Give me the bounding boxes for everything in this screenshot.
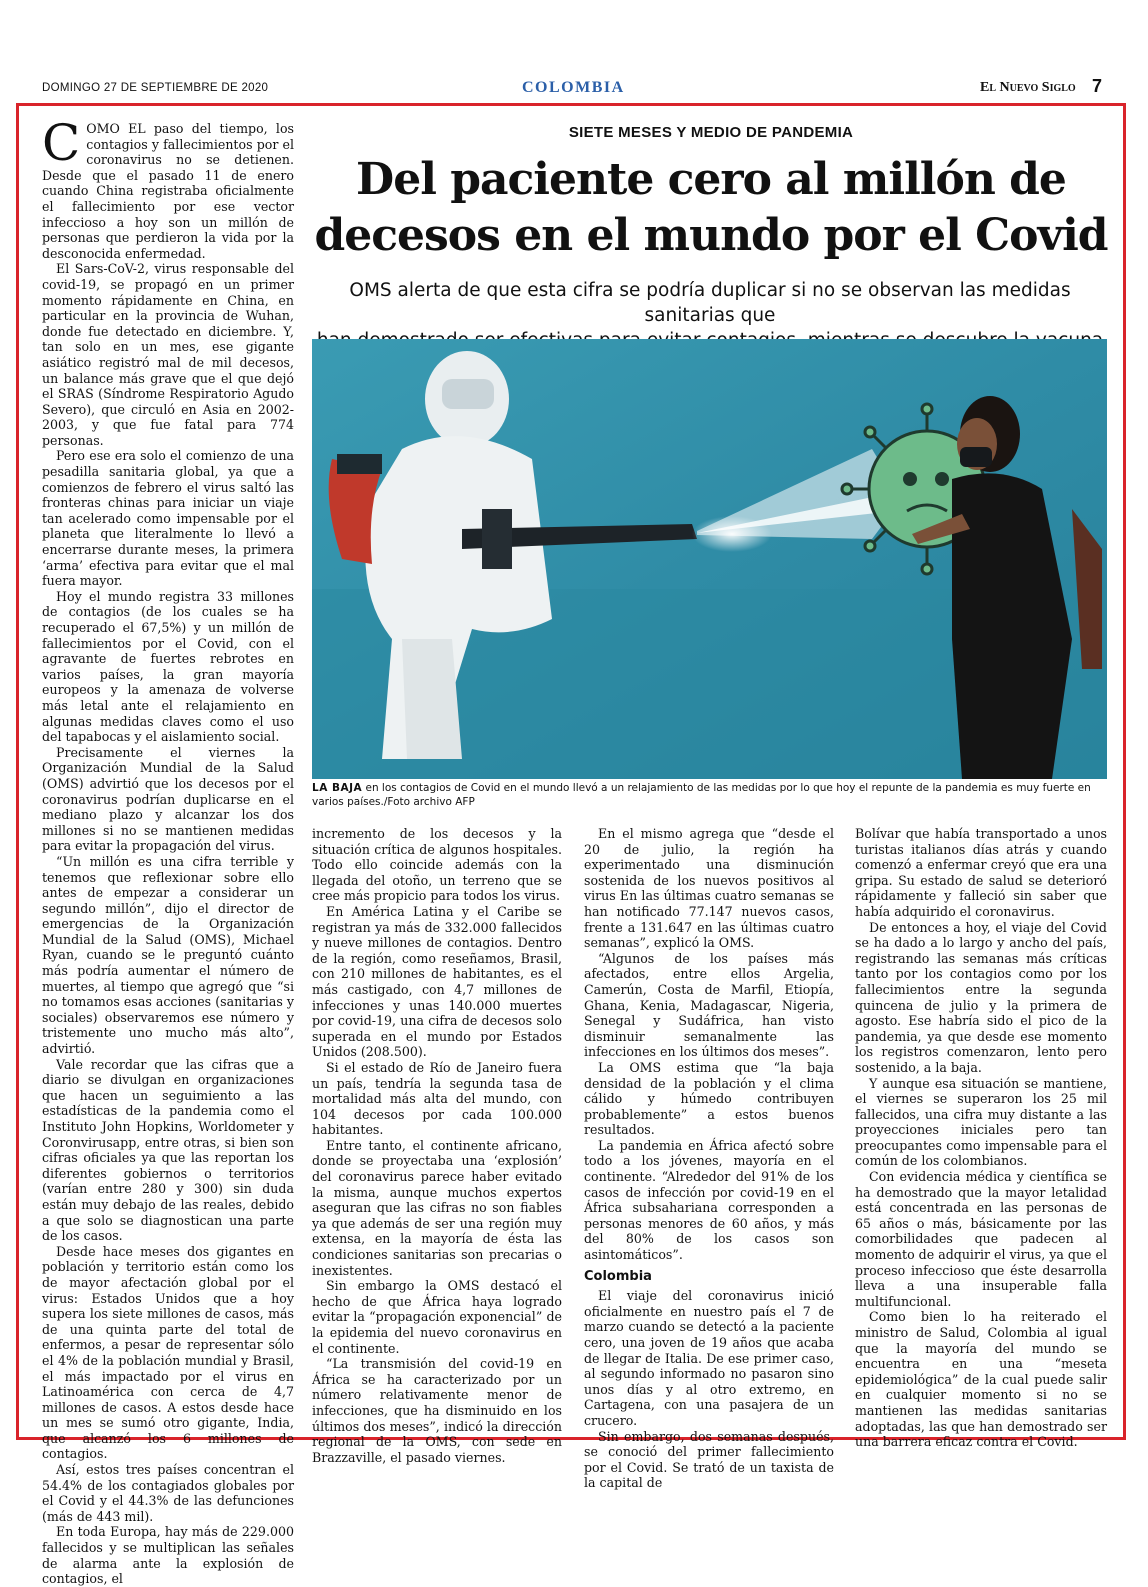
paragraph: Bolívar que había transportado a unos turistas italianos días atrás y cuando comenzó a enfermar creyó que era una gripa. Su estado de salud se deterioró rápidamente y falleció sin saber que había adquirido el coronavirus. [855,826,1107,919]
paragraph: En América Latina y el Caribe se registran ya más de 332.000 fallecidos y nueve millones de contagios. Dentro de la región, como reseñamos, Brasil, con 210 millones de habitantes, es el más castigado, con 4,7 millones de infecciones y unas 140.000 muertes por covid-19, una cifra de decesos solo superada en el mundo por Estados Unidos (208.500). [312,903,562,1060]
paragraph: El viaje del coronavirus inició oficialmente en nuestro país el 7 de marzo cuando se detectó a la paciente cero, una joven de 19 años que acaba de llegar de Italia. De ese primer caso, al segundo informado no pasaron sino unos días y al otro extremo, en Cartagena, con una pasajera de un crucero. [584,1288,834,1428]
paragraph: Precisamente el viernes la Organización Mundial de la Salud (OMS) advirtió que los decesos por el coronavirus podrían duplicarse en el mediano plazo y alcanzar los dos millones si no se mantienen medidas para evitar la propagación del virus. [42,744,294,854]
paragraph: La pandemia en África afectó sobre todo a los jóvenes, mayoría en el continente. “Alrededor del 91% de los casos de infección por covid-19 en el África subsahariana corresponden a personas menores de 60 años, y más del 80% de los casos son asintomáticos”. [584,1137,834,1263]
paragraph: Si el estado de Río de Janeiro fuera un país, tendría la segunda tasa de mortalidad más alta del mundo, con 104 decesos por cada 100.000 habitantes. [312,1059,562,1138]
paragraph: Y aunque esa situación se mantiene, el viernes se superaron los 25 mil fallecidos, una cifra muy distante a las proyecciones iniciales pero tan preocupantes como impensable para el común de los colombianos. [855,1075,1107,1169]
headline-line-2: decesos en el mundo por el Covid [314,210,1108,261]
paragraph: Sin embargo, dos semanas después, se conoció del primer fallecimiento por el Covid. Se trató de un taxista de la capital de [584,1428,834,1491]
paragraph: Desde hace meses dos gigantes en población y territorio están como los de mayor afectación global por el virus: Estados Unidos que a hoy supera los siete millones de casos, más de una quinta parte del total de enfermos, a pesar de representar sólo el 4% de la población mundial y Brasil, el más impactado por el virus en Latinoamérica con cerca de 4,7 millones de casos. A estos desde hace un mes se sumó otro gigante, India, que alcanzó los 6 millones de contagios. [42,1243,294,1462]
paragraph: Vale recordar que las cifras que a diario se divulgan en organizaciones que hacen un seguimiento a las estadísticas de la pandemia como el Instituto John Hopkins, Worldometer y Coronvirusapp, entre otras, si bien son cifras oficiales ya que las reportan los diferentes gobiernos o territorios (varían entre 280 y 300) sin duda están muy debajo de las reales, debido a que solo se diagnostican una parte de los casos. [42,1056,294,1244]
paragraph: Con evidencia médica y científica se ha demostrado que la mayor letalidad está concentrada en las personas de 65 años o más, básicamente por las comorbilidades que padecen al momento de adquirir el virus, ya que el proceso infeccioso que éste desarrolla lleva a una insuperable falla multifuncional. [855,1169,1107,1309]
paragraph: En el mismo agrega que “desde el 20 de julio, la región ha experimentado una disminución sostenida de los nuevos positivos al virus En las últimas cuatro semanas se han notificado 77.147 nuevos casos, frente a 131.647 en las últimas cuatro semanas”, explicó la OMS. [584,826,834,951]
paragraph: Pero ese era solo el comienzo de una pesadilla sanitaria global, ya que a comienzos de febrero el virus saltó las fronteras chinas para iniciar un viaje tan acelerado como impensable por el planeta que literalmente lo llevó a encerrarse durante meses, la primera ‘arma’ efectiva para evitar que el mal fuera mayor. [42,448,294,589]
paragraph: En toda Europa, hay más de 229.000 fallecidos y se multiplican las señales de alarma ante la explosión de contagios, el [42,1524,294,1587]
masthead [42,78,1108,100]
paragraph: incremento de los decesos y la situación crítica de algunos hospitales. Todo ello coincide además con la llegada del otoño, un terreno que se cree más propicio para todos los virus. [312,826,562,904]
article-column-4 [855,826,1107,1450]
paragraph: COMO EL paso del tiempo, los contagios y fallecimientos por el coronavirus no se detienen. Desde que el pasado 11 de enero cuando China registraba oficialmente el fallecimiento por ese vector infeccioso a hoy son un millón de personas que perdieron la vida por la desconocida enfermedad. [42,114,294,261]
headline-line-1: Del paciente cero al millón de [356,154,1066,205]
section-subheading: Colombia [584,1268,652,1284]
section-name[interactable]: COLOMBIA [522,79,625,96]
caption-text: en los contagios de Covid en el mundo llevó a un relajamiento de las medidas por lo que hoy el repunte de la pandemia es muy fuerte en varios países./Foto archivo AFP [312,782,1091,808]
paragraph: “Un millón es una cifra terrible y tenemos que reflexionar sobre ello antes de empezar a considerar un segundo millón”, dijo el director de emergencias de la Organización Mundial de la Salud (OMS), Michael Ryan, cuando se le preguntó cuánto más podría aumentar el número de muertes, al tiempo que agregó que “si no tomamos esas acciones (sanitarias y sociales) observaremos ese número y tristemente uno mucho más alto”, advirtió. [42,853,294,1057]
subhead-line-1: OMS alerta de que esta cifra se podría duplicar si no se observan las medidas sanitarias que [349,280,1071,326]
paragraph: Sin embargo la OMS destacó el hecho de que África haya logrado evitar la “propagación exponencial” de la epidemia del nuevo coronavirus en el continente. [312,1278,562,1356]
drop-cap: C [42,114,81,172]
paragraph: Como bien lo ha reiterado el ministro de Salud, Colombia al igual que la mayoría del mundo se encuentra en una “meseta epidemiológica” de la cual puede salir en cualquier momento si no se mantienen las medidas sanitarias adoptadas, las que han demostrado ser una barrera eficaz contra el Covid. [855,1309,1107,1450]
paragraph: La OMS estima que “la baja densidad de la población y el clima cálido y húmedo contribuyen probablemente” a estos buenos resultados. [584,1059,834,1138]
paragraph: De entonces a hoy, el viaje del Covid se ha dado a lo largo y ancho del país, registrando las semanas más críticas tanto por los contagios como por los fallecimientos entre la segunda quincena de julio y la primera de agosto. Ese habría sido el pico de la pandemia, ya que desde ese momento los registros comenzaron, lento pero sostenido, a la baja. [855,919,1107,1075]
paragraph: Entre tanto, el continente africano, donde se proyectaba una ‘explosión’ del coronavirus parece haber evitado la misma, aunque muchos expertos aseguran que las cifras no son fiables ya que además de ser una región muy extensa, en la mayoría de ésta las condiciones sanitarias son precarias o inexistentes. [312,1137,562,1278]
photo-caption [312,781,1107,809]
kicker: SIETE MESES Y MEDIO DE PANDEMIA [568,124,854,141]
paragraph: Así, estos tres países concentran el 54.4% de los contagiados globales por el Covid y el 44.3% de las defunciones (más de 443 mil). [42,1462,294,1524]
article-column-3 [584,826,834,1491]
mural-photo-illustration [312,339,1107,779]
caption-lead: LA BAJA [312,782,363,794]
paragraph: El Sars-CoV-2, virus responsable del covid-19, se propagó en un primer momento rápidamente en China, en particular en la provincia de Wuhan, donde fue detectado en diciembre. Y, tan solo en un mes, ese gigante asiático registró mal de mil decesos, un balance más grave que el que dejó el SRAS (Síndrome Respiratorio Agudo Severo), que circuló en Asia en 2002-2003, y que fue fatal para 774 personas. [42,261,294,448]
headline [314,152,1108,264]
article-photo [312,339,1107,779]
article-column-2 [312,826,562,1465]
page-number: 7 [1092,76,1103,96]
article-column-1 [42,114,294,1587]
paragraph: “Algunos de los países más afectados, entre ellos Argelia, Camerún, Costa de Marfil, Etiopía, Ghana, Kenia, Madagascar, Nigeria, Senegal y Sudáfrica, han visto disminuir semanalmente las infecciones en los últimos dos meses”. [584,950,834,1060]
paragraph: Hoy el mundo registra 33 millones de contagios (de los cuales se ha recuperado el 67,5%) y un millón de fallecimientos por el Covid, con el agravante de fuertes rebrotes en varios países, la gran mayoría europeos y la amenaza de volverse más letal ante el relajamiento en algunas medidas claves como el uso del tapabocas y el aislamiento social. [42,588,294,745]
newspaper-name: El Nuevo Siglo [980,80,1076,95]
paragraph: “La transmisión del covid-19 en África se ha caracterizado por un número relativamente menor de infecciones, que ha disminuido en los últimos dos meses”, indicó la dirección regional de la OMS, con sede en Brazzaville, el pasado viernes. [312,1356,562,1465]
issue-date: DOMINGO 27 DE SEPTIEMBRE DE 2020 [42,82,269,94]
